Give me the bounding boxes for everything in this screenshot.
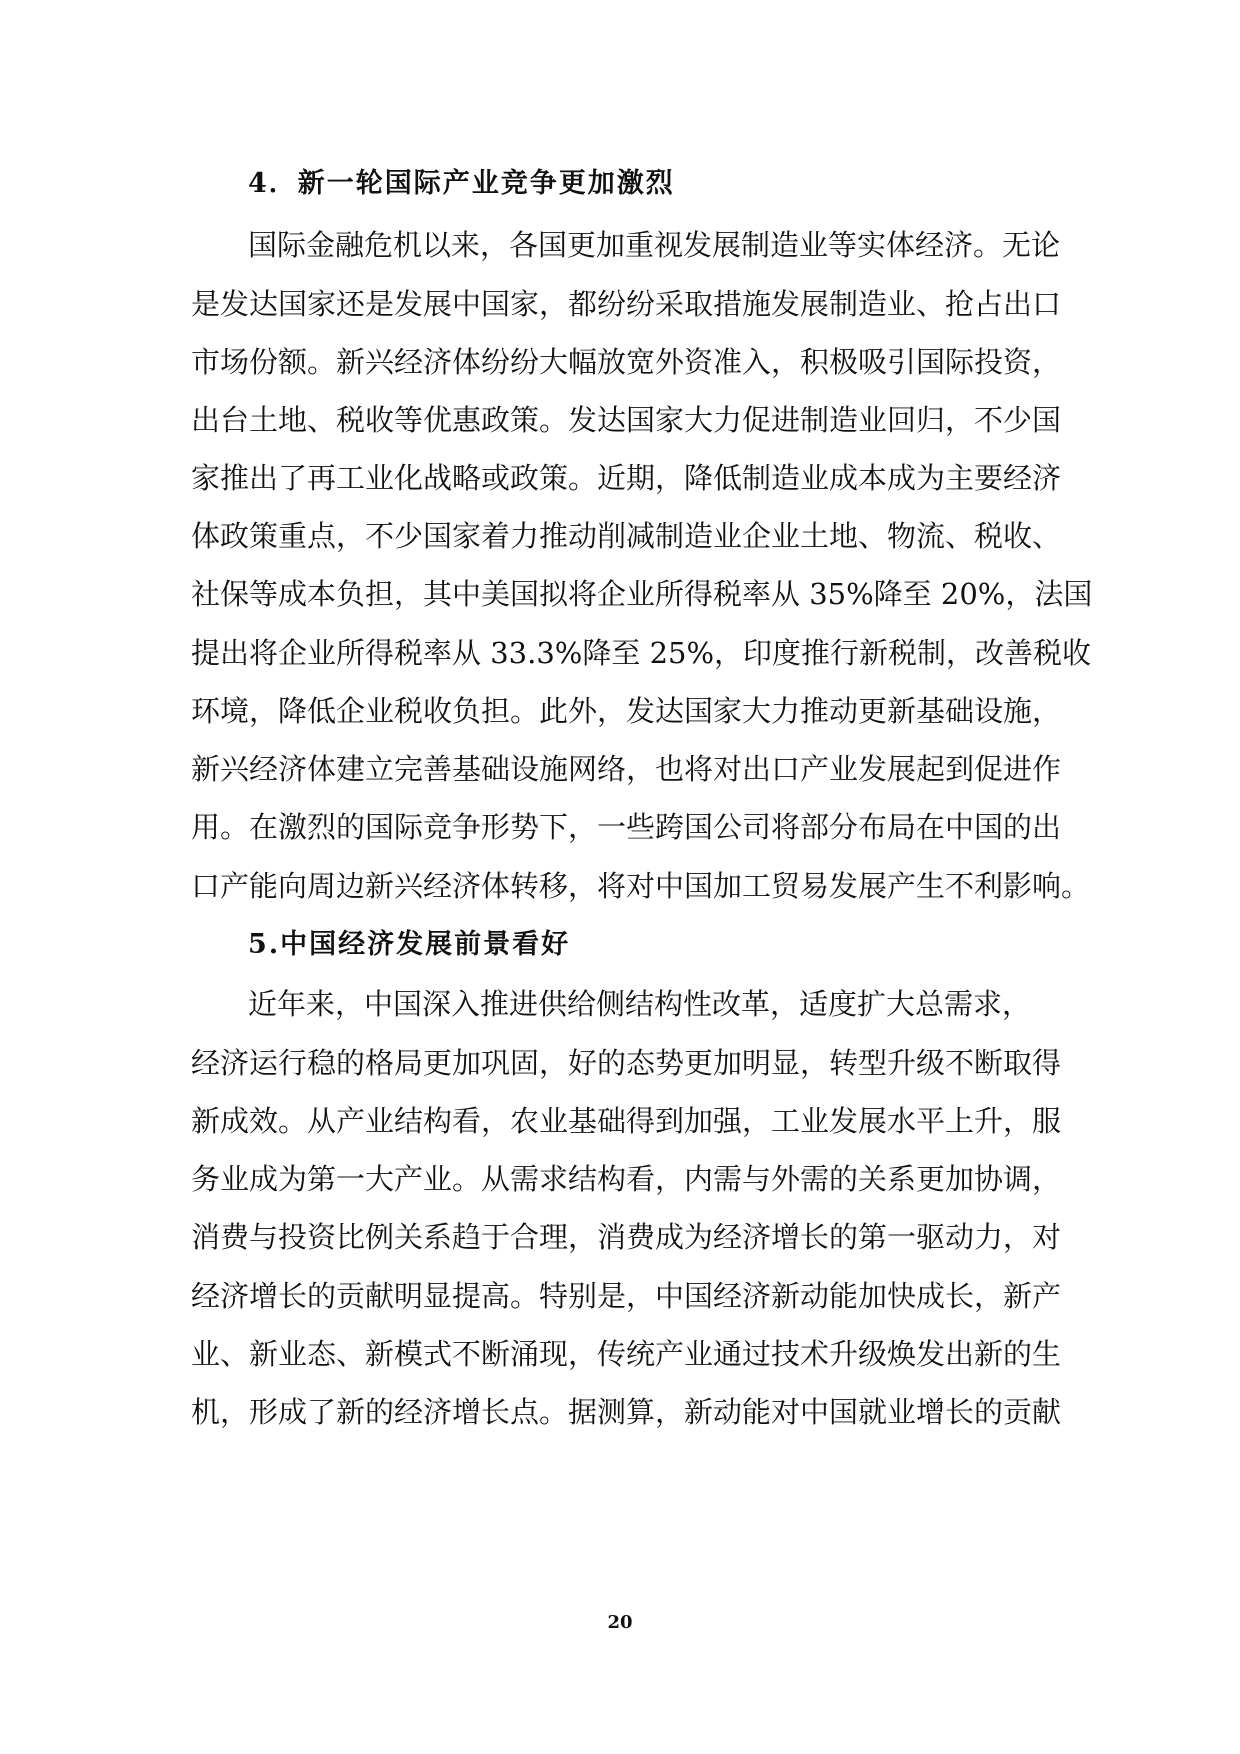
- section-4-paragraph-line: 是发达国家还是发展中国家，都纷纷采取措施发展制造业、抢占出口: [191, 287, 1062, 321]
- section-4-paragraph-line: 社保等成本负担，其中美国拟将企业所得税率从 35%降至 20%，法国: [191, 577, 1093, 611]
- section-4-paragraph-line: 用。在激烈的国际竞争形势下，一些跨国公司将部分布局在中国的出: [191, 810, 1062, 844]
- section-4-paragraph-line: 出台土地、税收等优惠政策。发达国家大力促进制造业回归，不少国: [191, 403, 1062, 437]
- section-5-paragraph-line: 机，形成了新的经济增长点。据测算，新动能对中国就业增长的贡献: [191, 1395, 1062, 1429]
- section-5-paragraph-line: 业、新业态、新模式不断涌现，传统产业通过技术升级焕发出新的生: [191, 1337, 1062, 1371]
- section-5-heading: 5.中国经济发展前景看好: [248, 929, 571, 960]
- section-4-paragraph-line: 家推出了再工业化战略或政策。近期，降低制造业成本成为主要经济: [191, 461, 1062, 495]
- section-5-paragraph-line: 经济增长的贡献明显提高。特别是，中国经济新动能加快成长，新产: [191, 1279, 1062, 1313]
- section-4-paragraph-line: 国际金融危机以来，各国更加重视发展制造业等实体经济。无论: [248, 228, 1061, 262]
- section-5-paragraph-line: 消费与投资比例关系趋于合理，消费成为经济增长的第一驱动力，对: [191, 1220, 1062, 1254]
- section-5-paragraph-line: 近年来，中国深入推进供给侧结构性改革，适度扩大总需求，: [248, 987, 1032, 1021]
- section-4-paragraph-line: 体政策重点，不少国家着力推动削减制造业企业土地、物流、税收、: [191, 519, 1062, 553]
- section-4-heading: 4．新一轮国际产业竞争更加激烈: [248, 168, 675, 199]
- page-number: 20: [607, 1612, 633, 1633]
- section-4-paragraph-line: 市场份额。新兴经济体纷纷大幅放宽外资准入，积极吸引国际投资，: [191, 345, 1062, 379]
- section-4-paragraph-line: 提出将企业所得税率从 33.3%降至 25%，印度推行新税制，改善税收: [191, 636, 1092, 670]
- section-4-paragraph-line: 环境，降低企业税收负担。此外，发达国家大力推动更新基础设施，: [191, 694, 1062, 728]
- section-5-paragraph-line: 新成效。从产业结构看，农业基础得到加强，工业发展水平上升，服: [191, 1104, 1062, 1138]
- section-4-paragraph-line: 新兴经济体建立完善基础设施网络，也将对出口产业发展起到促进作: [191, 752, 1062, 786]
- section-5-paragraph-line: 经济运行稳的格局更加巩固，好的态势更加明显，转型升级不断取得: [191, 1046, 1062, 1080]
- section-5-paragraph-line: 务业成为第一大产业。从需求结构看，内需与外需的关系更加协调，: [191, 1162, 1062, 1196]
- section-4-paragraph-line: 口产能向周边新兴经济体转移，将对中国加工贸易发展产生不利影响。: [191, 869, 1091, 903]
